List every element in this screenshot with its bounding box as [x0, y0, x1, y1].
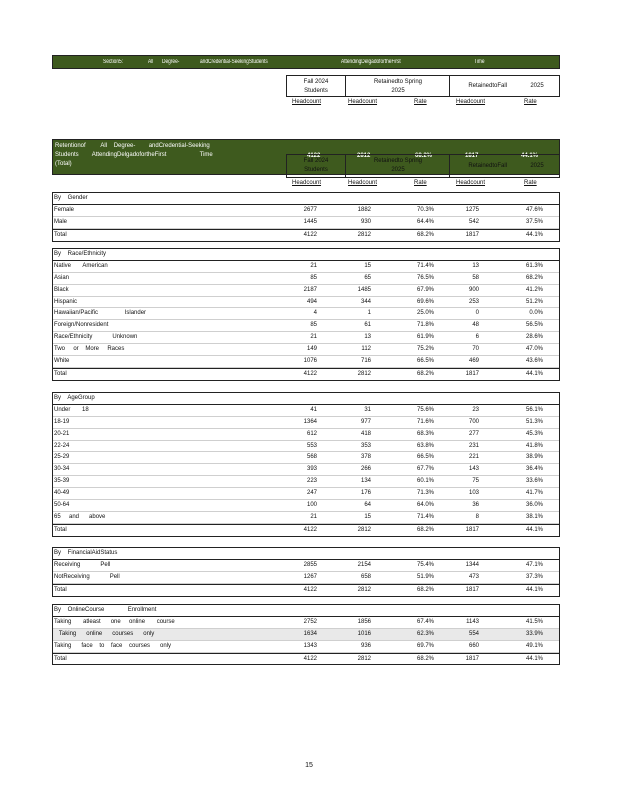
spring-rate: 68.2% — [416, 370, 434, 377]
spring-headcount: 1882 — [357, 206, 371, 213]
fall-rate: 56.1% — [525, 406, 543, 413]
spring-headcount: 977 — [360, 418, 371, 425]
spring-headcount: 15 — [364, 513, 371, 520]
spring-headcount: 65 — [364, 274, 371, 281]
fall-rate: 47.0% — [525, 346, 543, 353]
row-label: Foreign/Nonresident — [54, 322, 109, 329]
fall-rate: 56.5% — [525, 322, 543, 329]
fall-headcount: 660 — [468, 642, 479, 649]
row-label: White — [54, 358, 70, 365]
table-row — [53, 488, 559, 500]
row-label: Two or More Races — [54, 346, 125, 353]
fall-students-count: 1445 — [303, 218, 317, 225]
spring-rate: 64.4% — [416, 218, 434, 225]
table-row — [53, 261, 559, 273]
fall-students-count: 1343 — [303, 642, 317, 649]
fall-rate: 43.6% — [525, 358, 543, 365]
fall-headcount: 1817 — [465, 655, 479, 662]
table-row — [53, 217, 559, 229]
table-row — [53, 417, 559, 429]
row-label: Total — [54, 586, 67, 593]
fall-students-count: 85 — [310, 274, 317, 281]
section-financial-aid — [52, 547, 560, 597]
fall-rate: 33.9% — [525, 630, 543, 637]
row-label: 25-29 — [54, 454, 70, 461]
fall-rate: 28.6% — [525, 334, 543, 341]
banner-part-1: Section5: — [103, 59, 124, 65]
spring-rate: 63.8% — [416, 442, 434, 449]
table-row — [53, 641, 559, 653]
fall-rate: 44.1% — [525, 655, 543, 662]
fall-rate: 47.1% — [525, 561, 543, 568]
header-retained-spring: Retainedto Spring 2025 — [345, 155, 450, 177]
retention-label: Retentionof All Degree- andCredential-Seeking Students AttendingDelgadofortheFirst Time (Total) — [55, 143, 213, 167]
fall-headcount: 469 — [468, 358, 479, 365]
column-header-1 — [286, 75, 560, 97]
fall-students-count: 21 — [310, 334, 317, 341]
spring-headcount: 176 — [360, 490, 371, 497]
row-label: Hawaiian/Pacific Islander — [54, 310, 147, 317]
spring-headcount: 418 — [360, 430, 371, 437]
fall-headcount: 75 — [472, 478, 479, 485]
table-row — [53, 464, 559, 476]
fall-rate: 44.1% — [525, 526, 543, 533]
row-label: Total — [54, 655, 67, 662]
spring-headcount: 353 — [360, 442, 371, 449]
spring-headcount: 1856 — [357, 618, 371, 625]
column-header-2 — [286, 154, 560, 178]
fall-students-count: 393 — [306, 466, 317, 473]
fall-rate: 61.3% — [525, 262, 543, 269]
section-title — [53, 193, 559, 205]
spring-rate: 70.3% — [416, 206, 434, 213]
section-banner — [52, 55, 560, 69]
section-title — [53, 249, 559, 261]
total-row — [53, 368, 559, 380]
fall-rate: 51.2% — [525, 298, 543, 305]
spring-headcount: 2812 — [357, 231, 371, 238]
table-row — [53, 344, 559, 356]
fall-headcount: 1817 — [465, 370, 479, 377]
fall-students-count: 1634 — [303, 630, 317, 637]
table-row — [53, 205, 559, 217]
banner-part-6: Time — [474, 59, 485, 65]
fall-rate: 37.3% — [525, 573, 543, 580]
spring-rate: 68.3% — [416, 430, 434, 437]
sub-rate: Rate — [414, 99, 427, 105]
retention-fall-count: 4122 — [307, 153, 321, 159]
retention-fall-headcount: 1817 — [465, 153, 479, 159]
spring-rate: 67.4% — [416, 618, 434, 625]
sub-headcount: Headcount — [348, 99, 378, 105]
fall-students-count: 85 — [310, 322, 317, 329]
fall-rate: 44.1% — [525, 586, 543, 593]
total-row — [53, 524, 559, 536]
fall-rate: 41.8% — [525, 442, 543, 449]
spring-headcount: 658 — [360, 573, 371, 580]
fall-headcount: 48 — [472, 322, 479, 329]
fall-students-count: 149 — [306, 346, 317, 353]
fall-headcount: 700 — [468, 418, 479, 425]
spring-headcount: 15 — [364, 262, 371, 269]
fall-rate: 41.7% — [525, 490, 543, 497]
total-row — [53, 229, 559, 241]
sub-headcount: Headcount — [348, 180, 378, 186]
spring-headcount: 2154 — [357, 561, 371, 568]
sub-rate: Rate — [414, 180, 427, 186]
spring-rate: 25.0% — [416, 310, 434, 317]
fall-students-count: 4122 — [303, 526, 317, 533]
fall-headcount: 542 — [468, 218, 479, 225]
spring-rate: 68.2% — [416, 231, 434, 238]
spring-rate: 60.1% — [416, 478, 434, 485]
table-row — [53, 560, 559, 572]
banner-part-5: AttendingDelgadofortheFirst — [341, 59, 401, 65]
table-row — [53, 617, 559, 629]
spring-rate: 71.4% — [416, 513, 434, 520]
table-row — [53, 476, 559, 488]
row-label: Native American — [54, 262, 108, 269]
table-row — [53, 429, 559, 441]
fall-headcount: 1344 — [465, 561, 479, 568]
section-online-enrollment — [52, 604, 560, 665]
fall-headcount: 900 — [468, 286, 479, 293]
table-row — [53, 273, 559, 285]
spring-headcount: 61 — [364, 322, 371, 329]
spring-headcount: 2812 — [357, 586, 371, 593]
fall-rate: 45.3% — [525, 430, 543, 437]
row-label: 40-49 — [54, 490, 70, 497]
spring-rate: 66.5% — [416, 358, 434, 365]
row-label: Asian — [54, 274, 70, 281]
row-label: Taking atleast one online course — [54, 618, 175, 625]
spring-rate: 69.7% — [416, 642, 434, 649]
fall-headcount: 70 — [472, 346, 479, 353]
row-label: 22-24 — [54, 442, 70, 449]
fall-students-count: 2855 — [303, 561, 317, 568]
fall-rate: 36.0% — [525, 502, 543, 509]
fall-headcount: 103 — [468, 490, 479, 497]
table-row — [53, 320, 559, 332]
spring-rate: 75.6% — [416, 406, 434, 413]
sub-headcount: Headcount — [292, 180, 322, 186]
row-label: Male — [54, 218, 68, 225]
section-title-label: By Gender — [54, 195, 88, 201]
row-label: NotReceiving Pell — [54, 573, 120, 580]
spring-rate: 71.6% — [416, 418, 434, 425]
fall-headcount: 253 — [468, 298, 479, 305]
header-retained-spring: Retainedto Spring 2025 — [345, 76, 450, 96]
spring-headcount: 344 — [360, 298, 371, 305]
row-label: Total — [54, 231, 67, 238]
table-row — [53, 405, 559, 417]
spring-rate: 62.3% — [416, 630, 434, 637]
fall-rate: 51.3% — [525, 418, 543, 425]
fall-rate: 36.4% — [525, 466, 543, 473]
section-title-label: By Race/Ethnicity — [54, 251, 107, 257]
fall-students-count: 2677 — [303, 206, 317, 213]
page-number: 15 — [305, 762, 313, 769]
row-label: Total — [54, 370, 67, 377]
table-row — [53, 332, 559, 344]
spring-rate: 71.3% — [416, 490, 434, 497]
row-label: 50-64 — [54, 502, 70, 509]
spring-headcount: 936 — [360, 642, 371, 649]
table-row — [53, 285, 559, 297]
fall-students-count: 247 — [306, 490, 317, 497]
fall-students-count: 1364 — [303, 418, 317, 425]
spring-rate: 69.6% — [416, 298, 434, 305]
spring-rate: 51.9% — [416, 573, 434, 580]
spring-headcount: 13 — [364, 334, 371, 341]
fall-rate: 49.1% — [525, 642, 543, 649]
sub-headcount: Headcount — [456, 180, 486, 186]
sub-rate: Rate — [524, 99, 537, 105]
spring-headcount: 31 — [364, 406, 371, 413]
spring-rate: 64.0% — [416, 502, 434, 509]
spring-rate: 68.2% — [416, 526, 434, 533]
section-title-label: By AgeGroup — [54, 395, 95, 401]
table-row — [53, 308, 559, 320]
spring-rate: 61.9% — [416, 334, 434, 341]
fall-headcount: 1817 — [465, 586, 479, 593]
fall-students-count: 553 — [306, 442, 317, 449]
header-fall-students: Fall 2024 Students — [303, 79, 329, 94]
fall-students-count: 21 — [310, 513, 317, 520]
fall-rate: 41.5% — [525, 618, 543, 625]
banner-part-3: Degree- — [162, 59, 180, 65]
row-label: Taking face to face courses only — [54, 642, 172, 649]
spring-rate: 68.2% — [416, 655, 434, 662]
fall-students-count: 2752 — [303, 618, 317, 625]
retention-spring-count: 2812 — [357, 153, 371, 159]
section-title — [53, 393, 559, 405]
section-gender — [52, 192, 560, 242]
total-row — [53, 584, 559, 596]
fall-rate: 38.1% — [525, 513, 543, 520]
fall-headcount: 23 — [472, 406, 479, 413]
spring-headcount: 2812 — [357, 526, 371, 533]
fall-students-count: 4 — [313, 310, 317, 317]
fall-students-count: 4122 — [303, 231, 317, 238]
fall-headcount: 221 — [468, 454, 479, 461]
section-title — [53, 605, 559, 617]
spring-rate: 75.4% — [416, 561, 434, 568]
row-label: Race/Ethnicity Unknown — [54, 334, 138, 341]
fall-headcount: 6 — [475, 334, 479, 341]
fall-students-count: 2187 — [303, 286, 317, 293]
fall-headcount: 1817 — [465, 231, 479, 238]
section-age — [52, 392, 560, 537]
fall-rate: 38.9% — [525, 454, 543, 461]
spring-rate: 75.2% — [416, 346, 434, 353]
fall-headcount: 8 — [475, 513, 479, 520]
fall-rate: 44.1% — [525, 370, 543, 377]
subheader-row-1 — [286, 98, 560, 108]
spring-rate: 71.8% — [416, 322, 434, 329]
row-label: 35-39 — [54, 478, 70, 485]
fall-students-count: 4122 — [303, 370, 317, 377]
fall-headcount: 1275 — [465, 206, 479, 213]
fall-students-count: 100 — [306, 502, 317, 509]
fall-rate: 0.0% — [529, 310, 543, 317]
spring-headcount: 378 — [360, 454, 371, 461]
fall-headcount: 473 — [468, 573, 479, 580]
header-retained-fall: RetainedtoFall 2025 — [449, 155, 562, 177]
fall-headcount: 13 — [472, 262, 479, 269]
spring-headcount: 716 — [360, 358, 371, 365]
spring-rate: 76.5% — [416, 274, 434, 281]
spring-headcount: 134 — [360, 478, 371, 485]
spring-rate: 66.5% — [416, 454, 434, 461]
row-label: 65 and above — [54, 513, 106, 520]
sub-headcount: Headcount — [292, 99, 322, 105]
row-label: Total — [54, 526, 67, 533]
fall-rate: 47.6% — [525, 206, 543, 213]
spring-headcount: 112 — [361, 346, 371, 353]
header-fall-students: Fall 2024 Students — [303, 158, 329, 173]
row-label: Taking online courses only — [54, 630, 155, 637]
row-label: 20-21 — [54, 430, 70, 437]
banner-part-2: All — [148, 59, 154, 65]
fall-headcount: 231 — [468, 442, 479, 449]
table-row — [53, 441, 559, 453]
spring-headcount: 2812 — [357, 655, 371, 662]
spring-headcount: 2812 — [357, 370, 371, 377]
fall-headcount: 36 — [472, 502, 479, 509]
header-retained-fall: RetainedtoFall 2025 — [449, 76, 562, 96]
table-row — [53, 572, 559, 584]
row-label: Female — [54, 206, 75, 213]
banner-part-4: andCredential-SeekingStudents — [200, 59, 268, 65]
spring-headcount: 1485 — [357, 286, 371, 293]
row-label: 30-34 — [54, 466, 70, 473]
fall-rate: 68.2% — [525, 274, 543, 281]
section-title-label: By FinancialAidStatus — [54, 550, 118, 556]
fall-students-count: 41 — [310, 406, 317, 413]
table-row — [53, 297, 559, 309]
table-row — [53, 512, 559, 524]
spring-headcount: 266 — [360, 466, 371, 473]
spring-headcount: 1 — [367, 310, 371, 317]
fall-headcount: 143 — [468, 466, 479, 473]
fall-students-count: 612 — [306, 430, 317, 437]
fall-students-count: 1267 — [303, 573, 317, 580]
row-label: Under 18 — [54, 406, 89, 413]
fall-headcount: 58 — [472, 274, 479, 281]
sub-rate: Rate — [524, 180, 537, 186]
spring-rate: 67.9% — [416, 286, 434, 293]
spring-headcount: 64 — [364, 502, 371, 509]
fall-students-count: 494 — [306, 298, 317, 305]
table-row — [53, 500, 559, 512]
fall-rate: 41.2% — [525, 286, 543, 293]
fall-students-count: 1076 — [303, 358, 317, 365]
spring-headcount: 930 — [360, 218, 371, 225]
fall-rate: 33.6% — [525, 478, 543, 485]
spring-rate: 67.7% — [416, 466, 434, 473]
total-row — [53, 653, 559, 665]
fall-students-count: 4122 — [303, 586, 317, 593]
row-label: Black — [54, 286, 69, 293]
retention-spring-rate: 68.2% — [415, 153, 433, 159]
fall-headcount: 277 — [468, 430, 479, 437]
table-row — [53, 452, 559, 464]
spring-headcount: 1016 — [357, 630, 371, 637]
row-label: 18-19 — [54, 418, 70, 425]
fall-rate: 44.1% — [525, 231, 543, 238]
sub-headcount: Headcount — [456, 99, 486, 105]
fall-rate: 37.5% — [525, 218, 543, 225]
row-label: Hispanic — [54, 298, 78, 305]
spring-rate: 68.2% — [416, 586, 434, 593]
fall-students-count: 568 — [306, 454, 317, 461]
subheader-row-2 — [286, 179, 560, 189]
section-title — [53, 548, 559, 560]
spring-rate: 71.4% — [416, 262, 434, 269]
retention-fall-rate: 44.1% — [521, 153, 539, 159]
fall-headcount: 1143 — [466, 618, 479, 625]
fall-headcount: 1817 — [465, 526, 479, 533]
fall-headcount: 0 — [475, 310, 479, 317]
row-label: Receiving Pell — [54, 561, 111, 568]
table-row — [53, 629, 559, 641]
section-race — [52, 248, 560, 381]
fall-students-count: 223 — [306, 478, 317, 485]
fall-students-count: 4122 — [303, 655, 317, 662]
fall-students-count: 21 — [310, 262, 317, 269]
fall-headcount: 554 — [468, 630, 479, 637]
section-title-label: By OnlineCourse Enrollment — [54, 607, 157, 613]
table-row — [53, 356, 559, 368]
